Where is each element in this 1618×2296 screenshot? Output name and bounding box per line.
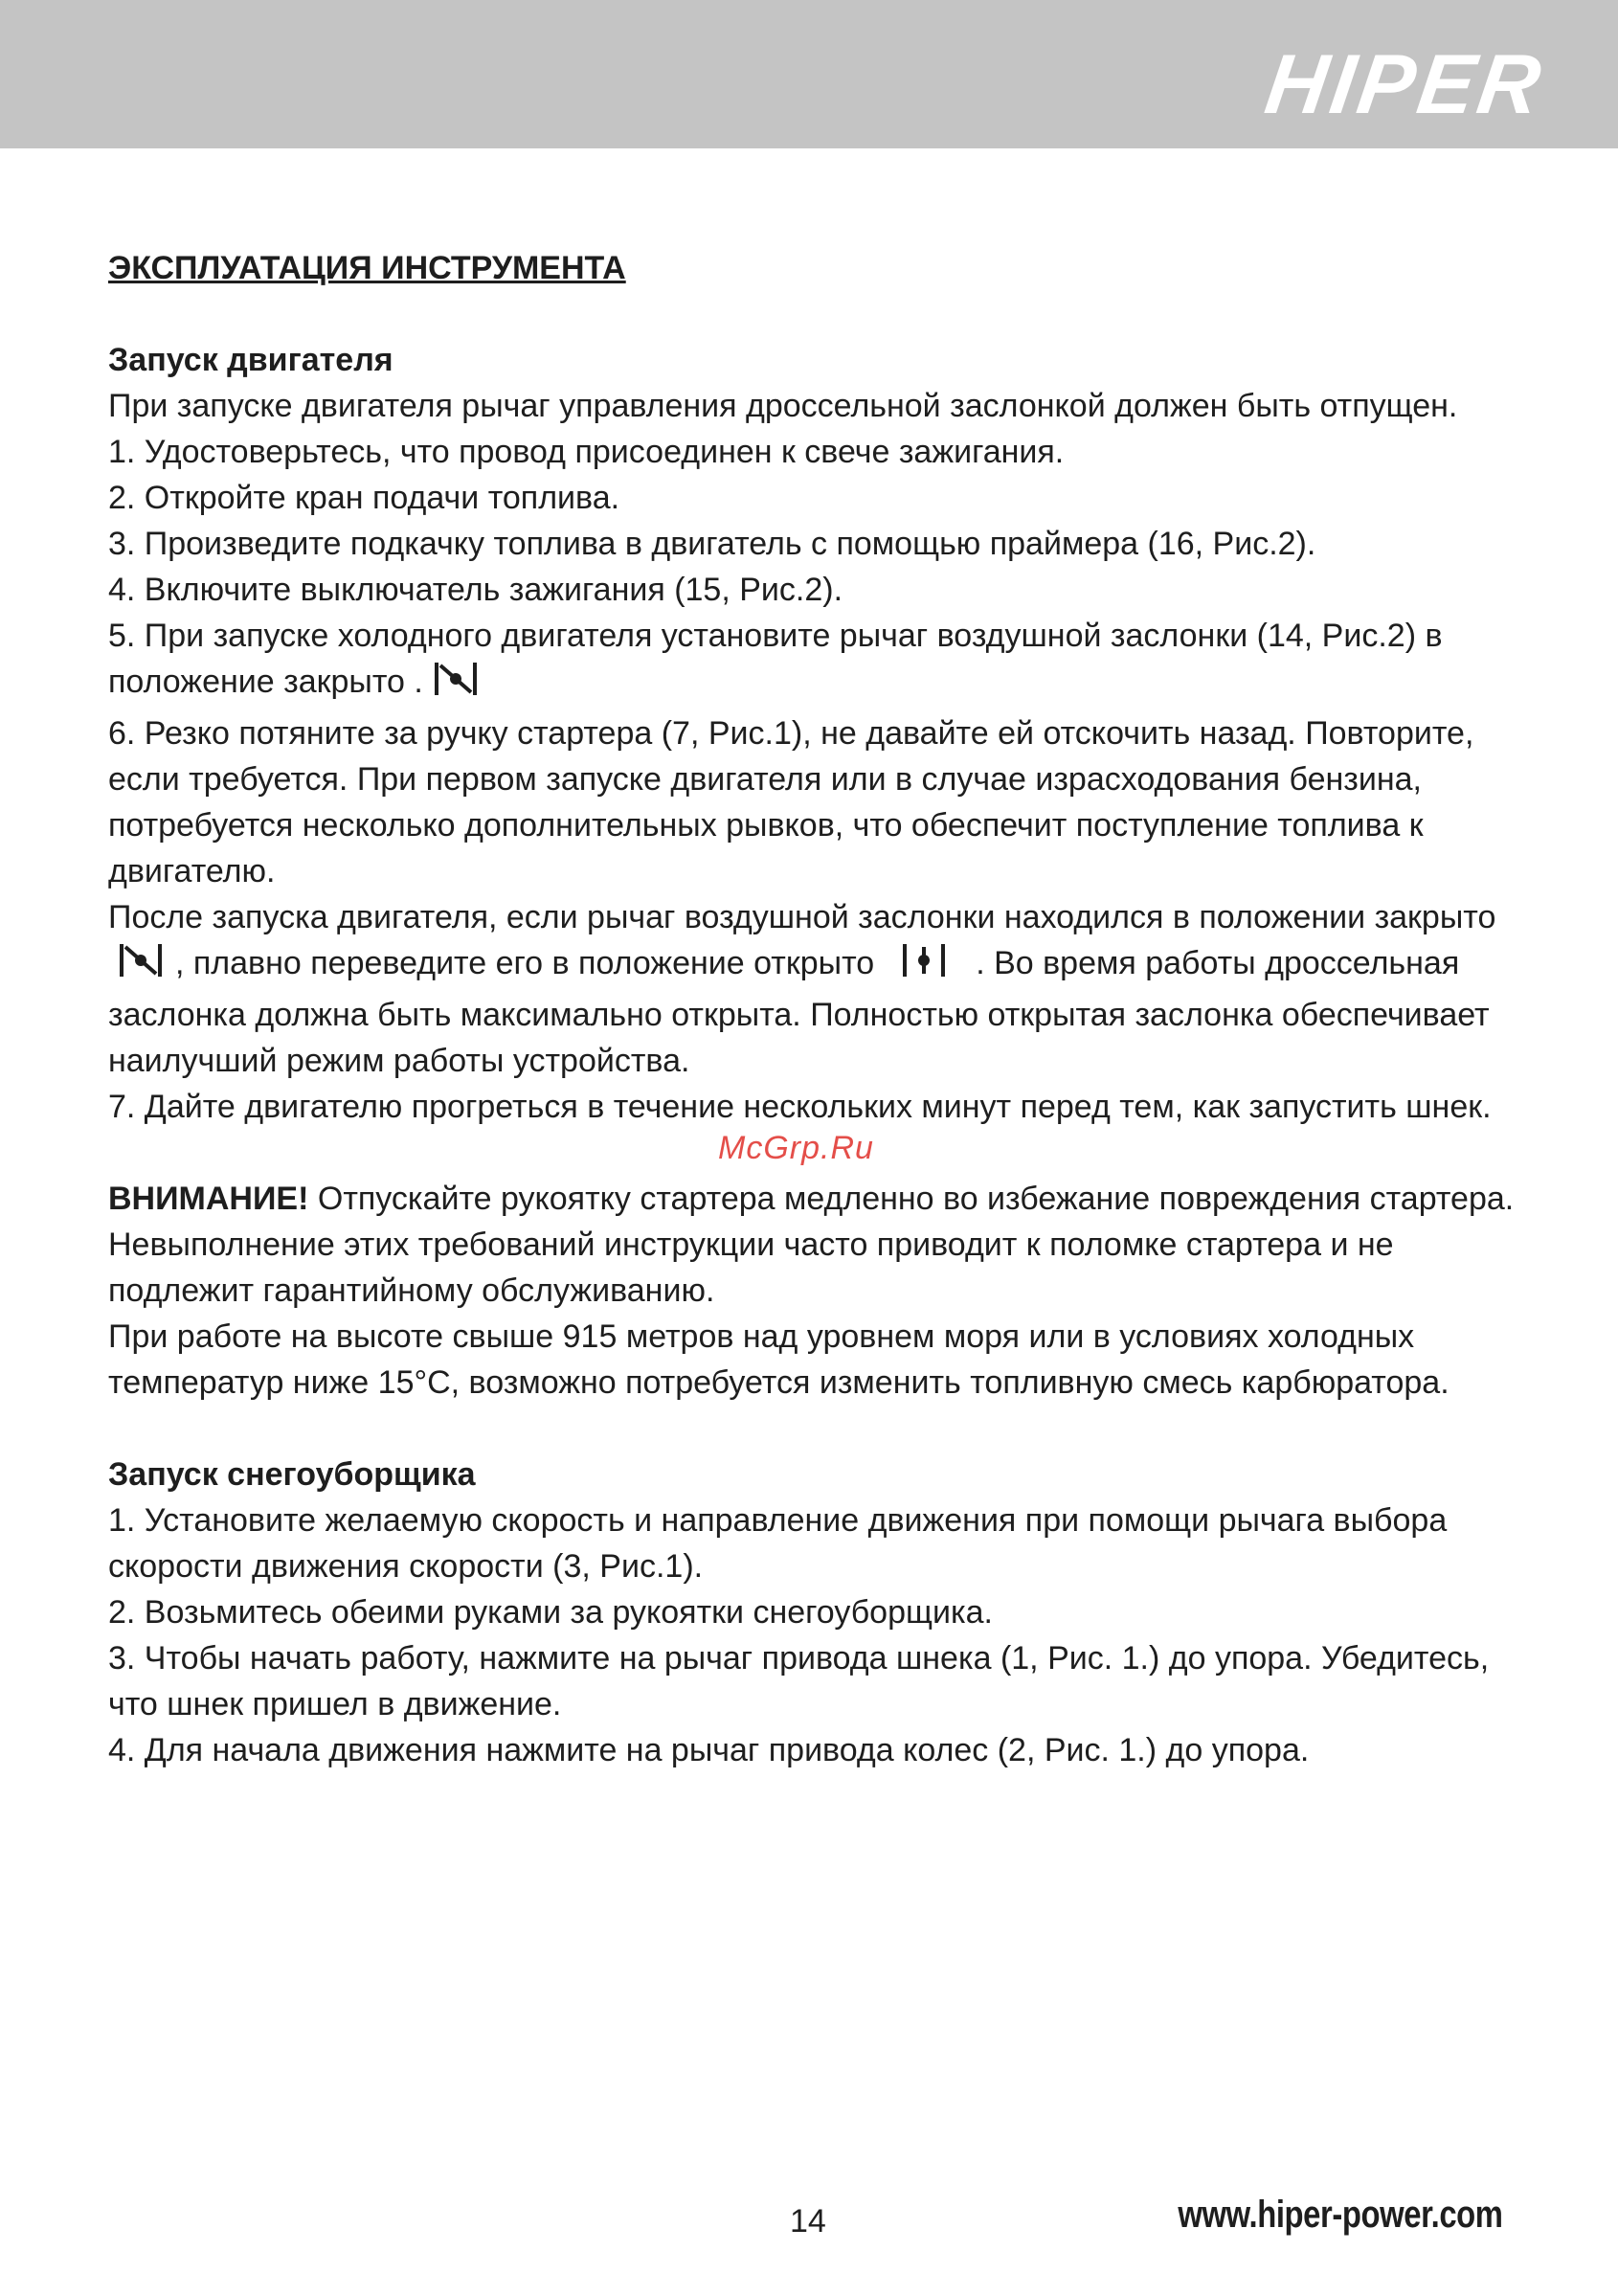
engine-step-1: 1. Удостоверьтесь, что провод присоединен к свече зажигания. xyxy=(108,434,1065,470)
snowblower-step-2: 2. Возьмитесь обеими руками за рукоятки снегоуборщика. xyxy=(108,1594,993,1631)
warning-text: Отпускайте рукоятку стартера медленно во избежание повреждения стартера. Невыполнение этих требований инструкции часто приводит к поломке стартера и не подлежит гарантийному обслуживанию. xyxy=(108,1181,1515,1309)
watermark: McGrp.Ru xyxy=(718,1130,874,1166)
engine-step-7: 7. Дайте двигателю прогреться в течение нескольких минут перед тем, как запустить шнек. xyxy=(108,1089,1492,1125)
engine-start-intro: При запуске двигателя рычаг управления дроссельной заслонкой должен быть отпущен. xyxy=(108,388,1458,424)
warning-paragraph xyxy=(108,1176,1516,1314)
engine-step-6: 6. Резко потяните за ручку стартера (7, Рис.1), не давайте ей отскочить назад. Повторите, если требуется. При первом запуске двигателя или в случае израсходования бензина, потребуется несколько дополнительных рывков, что обеспечит поступление топлива к двигателю. xyxy=(108,715,1474,889)
engine-step-3: 3. Произведите подкачку топлива в двигатель с помощью праймера (16, Рис.2). xyxy=(108,526,1316,562)
engine-step-5 xyxy=(108,613,1516,710)
spacer xyxy=(108,291,1516,337)
after-start-part-1: После запуска двигателя, если рычаг воздушной заслонки находился в положении закрыто xyxy=(108,899,1496,935)
website-link[interactable]: www.hiper-power.com xyxy=(1178,2194,1503,2236)
snowblower-step-3: 3. Чтобы начать работу, нажмите на рычаг привода шнека (1, Рис. 1.) до упора. Убедитесь, что шнек пришел в движение. xyxy=(108,1640,1490,1722)
choke-closed-icon xyxy=(433,660,481,710)
after-start-part-2: , плавно переведите его в положение открыто xyxy=(175,945,875,981)
snowblower-step-1: 1. Установите желаемую скорость и направление движения при помощи рычага выбора скорости движения скорости (3, Рис.1). xyxy=(108,1502,1448,1585)
after-start-part-3: . Во время работы дроссельная заслонка должна быть максимально открыта. Полностью открытая заслонка обеспечивает наилучший режим работы устройства. xyxy=(108,945,1490,1079)
engine-step-4: 4. Включите выключатель зажигания (15, Рис.2). xyxy=(108,572,843,608)
header-band xyxy=(0,0,1618,148)
snowblower-start-heading: Запуск снегоуборщика xyxy=(108,1456,476,1493)
choke-closed-icon xyxy=(118,941,166,992)
section-title: ЭКСПЛУАТАЦИЯ ИНСТРУМЕНТА xyxy=(108,250,626,286)
after-start-paragraph xyxy=(108,894,1516,1084)
engine-start-heading: Запуск двигателя xyxy=(108,342,393,378)
warning-label: ВНИМАНИЕ! xyxy=(108,1181,309,1217)
snowblower-step-4: 4. Для начала движения нажмите на рычаг привода колес (2, Рис. 1.) до упора. xyxy=(108,1732,1310,1768)
choke-open-icon xyxy=(901,941,949,992)
brand-logo: HIPER xyxy=(1260,36,1551,131)
altitude-note: При работе на высоте свыше 915 метров над уровнем моря или в условиях холодных температур ниже 15°C, возможно потребуется изменить топливную смесь карбюратора. xyxy=(108,1318,1449,1401)
spacer xyxy=(108,1406,1516,1452)
engine-step-5-text: 5. При запуске холодного двигателя установите рычаг воздушной заслонки (14, Рис.2) в положение закрыто . xyxy=(108,618,1443,700)
engine-step-2: 2. Откройте кран подачи топлива. xyxy=(108,480,620,516)
page-content xyxy=(108,245,1516,1773)
page-number: 14 xyxy=(790,2203,826,2240)
